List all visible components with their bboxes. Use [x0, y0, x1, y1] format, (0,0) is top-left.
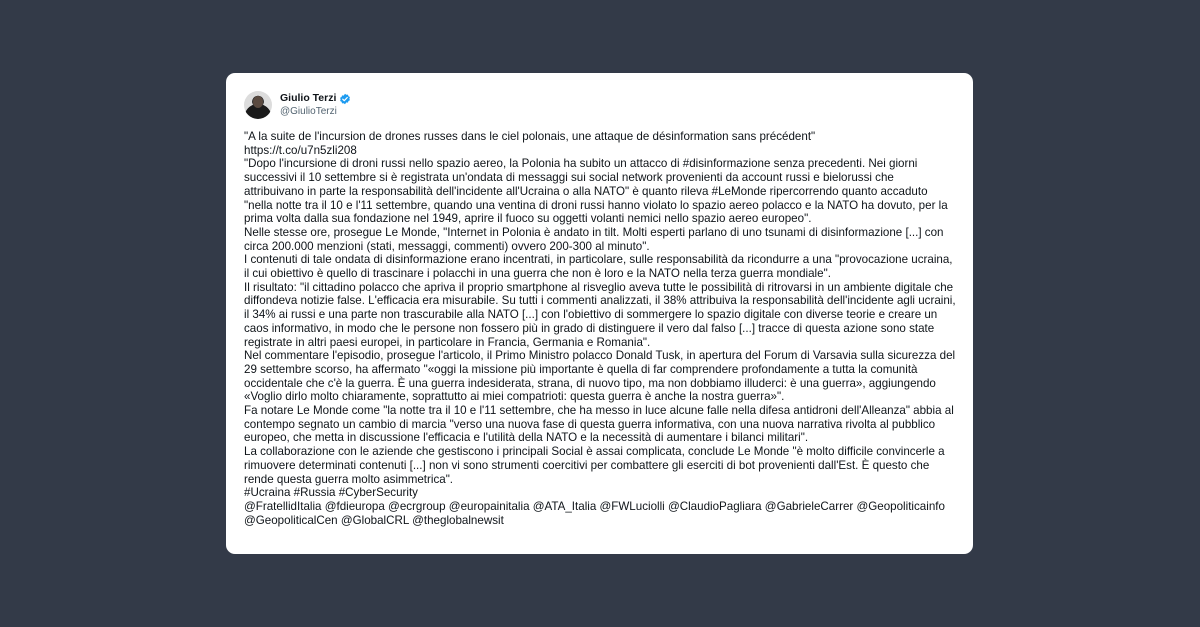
author-handle[interactable]: @GiulioTerzi: [280, 106, 337, 117]
tweet-paragraph: Fa notare Le Monde come "la notte tra il 10 e l'11 settembre, che ha messo in luce alcune falle nella difesa antidroni dell'Alleanza" abbia al contempo segnato un cambio di marcia "verso una nuova fase di questa guerra informativa, con una nuova narrativa rivolta al pubblico europeo, che metta in discussione l'efficacia e l'utilità della NATO e la necessità di aumentare i bilanci militari".: [244, 404, 954, 445]
author-name-row: [280, 92, 351, 105]
tweet-paragraph: Nel commentare l'episodio, prosegue l'articolo, il Primo Ministro polacco Donald Tusk, in apertura del Forum di Varsavia sulla sicurezza del 29 settembre scorso, ha affermato "«oggi la missione più importante è quella di far comprendere profondamente a tutta la comunità occidentale che c'è la guerra. È una guerra indesiderata, strana, di nuovo tipo, ma non dobbiamo illuderci: è una guerra», aggiungendo «Voglio dirlo molto chiaramente, soprattutto ai miei compatrioti: questa guerra è anche la nostra guerra»".: [244, 349, 956, 404]
tweet-text: [244, 130, 956, 527]
tweet-card: [226, 73, 973, 554]
author-name[interactable]: Giulio Terzi: [280, 92, 337, 104]
tweet-header: [244, 91, 351, 119]
verified-badge-icon: [339, 93, 351, 105]
author-names: [280, 92, 351, 118]
tweet-paragraph: Nelle stesse ore, prosegue Le Monde, "Internet in Polonia è andato in tilt. Molti esperti parlano di uno tsunami di disinformazione [...] con circa 200.000 menzioni (stati, messaggi, commenti) ovvero 200-300 al minuto".: [244, 225, 944, 253]
avatar[interactable]: [244, 91, 272, 119]
tweet-paragraph: I contenuti di tale ondata di disinformazione erano incentrati, in particolare, sulle responsabilità da ricondurre a una "provocazione ucraina, il cui obiettivo è quello di trascinare i polacchi in una guerra che non è loro e la NATO nella terza guerra mondiale".: [244, 253, 953, 281]
tweet-paragraph: "Dopo l'incursione di droni russi nello spazio aereo, la Polonia ha subito un attacco di #disinformazione senza precedenti. Nei giorni successivi il 10 settembre si è registrata un'ondata di messaggi sui social network provenienti da account russi e bielorussi che attribuivano in parte la responsabilità dell'incidente all'Ucraina o alla NATO" è quanto rileva #LeMonde ripercorrendo quanto accaduto "nella notte tra il 10 e l'11 settembre, quando una ventina di droni russi hanno violato lo spazio aereo polacco e la NATO ha dovuto, per la prima volta dalla sua fondazione nel 1949, aprire il fuoco su oggetti volanti nemici nello spazio aereo europeo".: [244, 157, 948, 226]
tweet-link[interactable]: https://t.co/u7n5zli208: [244, 143, 357, 157]
tweet-hashtags[interactable]: #Ucraina #Russia #CyberSecurity: [244, 486, 418, 500]
tweet-paragraph: La collaborazione con le aziende che gestiscono i principali Social è assai complicata, conclude Le Monde "è molto difficile convincerle a rimuovere determinati contenuti [...] non vi sono strumenti coercitivi per combattere gli eserciti di bot provenienti dall'Est. È questo che rende questa guerra molto asimmetrica".: [244, 445, 945, 486]
tweet-mentions[interactable]: @FratellidItalia @fdieuropa @ecrgroup @europainitalia @ATA_Italia @FWLuciolli @ClaudioPagliara @GabrieleCarrer @Geopoliticainfo @GeopoliticalCen @GlobalCRL @theglobalnewsit: [244, 499, 945, 527]
tweet-paragraph: Il risultato: "il cittadino polacco che apriva il proprio smartphone al risveglio aveva tutte le possibilità di ritrovarsi in un ambiente digitale che diffondeva notizie false. L'efficacia era misurabile. Su tutti i commenti analizzati, il 38% attribuiva la responsabilità dell'incidente agli ucraini, il 34% ai russi e una parte non trascurabile alla NATO [...] con l'obiettivo di sommergere lo spazio digitale con diverse teorie e creare un caos informativo, in modo che le persone non fossero più in grado di distinguere il vero dal falso [...] tracce di questa azione sono state registrate in altri paesi europei, in particolare in Francia, Germania e Romania".: [244, 280, 956, 349]
tweet-paragraph: "A la suite de l'incursion de drones russes dans le ciel polonais, une attaque de désinformation sans précédent": [244, 130, 816, 143]
